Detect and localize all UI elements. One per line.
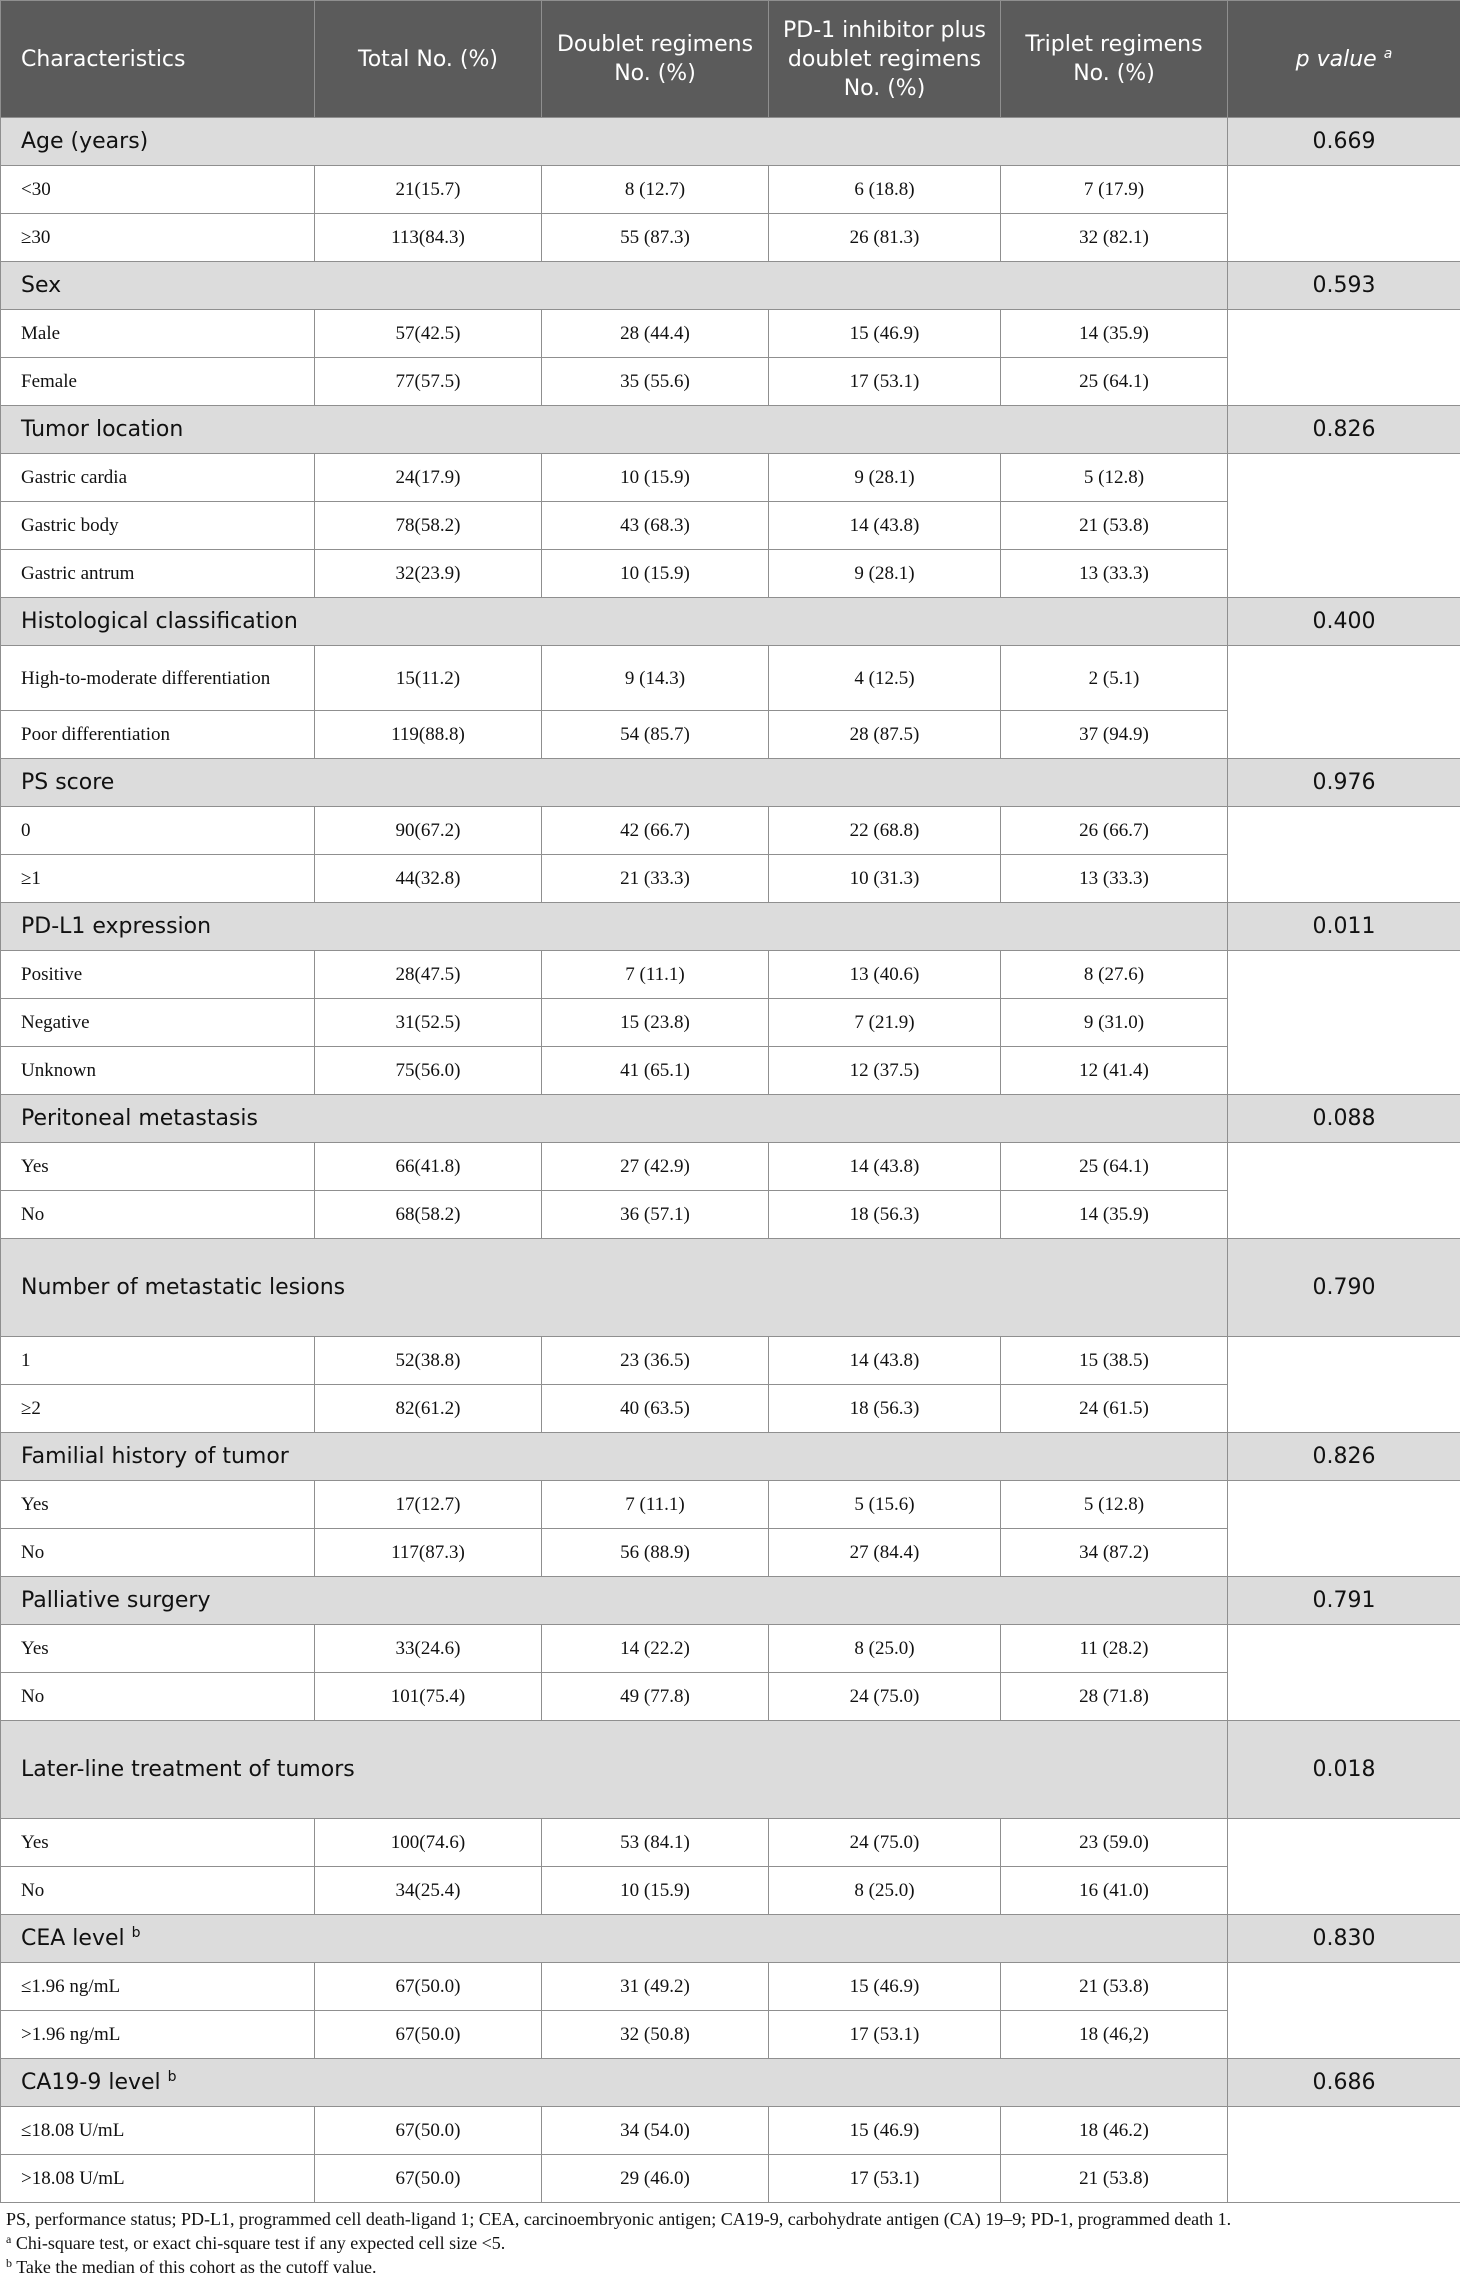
total-cell: 75(56.0) <box>315 1047 542 1095</box>
doublet-cell: 29 (46.0) <box>542 2155 769 2203</box>
pd1-cell: 26 (81.3) <box>769 214 1001 262</box>
pd1-cell: 14 (43.8) <box>769 1143 1001 1191</box>
total-cell: 100(74.6) <box>315 1819 542 1867</box>
p-value-spacer <box>1228 1819 1460 1915</box>
doublet-cell: 10 (15.9) <box>542 550 769 598</box>
row-label: No <box>1 1673 315 1721</box>
row-label: Positive <box>1 951 315 999</box>
doublet-cell: 32 (50.8) <box>542 2011 769 2059</box>
doublet-cell: 10 (15.9) <box>542 1867 769 1915</box>
table-row <box>1 1963 1460 2011</box>
total-cell: 33(24.6) <box>315 1625 542 1673</box>
table-row <box>1 1625 1460 1673</box>
footnote-b-mark: b <box>6 2256 12 2270</box>
row-label: Yes <box>1 1819 315 1867</box>
triplet-cell: 25 (64.1) <box>1001 1143 1228 1191</box>
p-value-spacer <box>1228 166 1460 262</box>
group-label <box>1 1915 1228 1963</box>
row-label: Gastric cardia <box>1 454 315 502</box>
doublet-cell: 35 (55.6) <box>542 358 769 406</box>
footnote-a-text: Chi-square test, or exact chi-square test if any expected cell size <5. <box>15 2233 506 2253</box>
total-cell: 78(58.2) <box>315 502 542 550</box>
table-row <box>1 646 1460 711</box>
total-cell: 67(50.0) <box>315 2011 542 2059</box>
total-cell: 31(52.5) <box>315 999 542 1047</box>
row-label: Gastric body <box>1 502 315 550</box>
row-label: Gastric antrum <box>1 550 315 598</box>
triplet-cell: 5 (12.8) <box>1001 454 1228 502</box>
group-label-text: Palliative surgery <box>21 1587 211 1613</box>
row-label: Unknown <box>1 1047 315 1095</box>
group-label-text: Later-line treatment of tumors <box>21 1756 355 1782</box>
table-row <box>1 1337 1460 1385</box>
triplet-cell: 25 (64.1) <box>1001 358 1228 406</box>
total-cell: 90(67.2) <box>315 807 542 855</box>
header-total: Total No. (%) <box>315 1 542 118</box>
group-label-text: CEA level <box>21 1925 125 1951</box>
table-row <box>1 310 1460 358</box>
row-label: Female <box>1 358 315 406</box>
group-row <box>1 1915 1460 1963</box>
doublet-cell: 55 (87.3) <box>542 214 769 262</box>
group-label-text: Histological classification <box>21 608 298 634</box>
row-label: No <box>1 1867 315 1915</box>
doublet-cell: 28 (44.4) <box>542 310 769 358</box>
pd1-cell: 8 (25.0) <box>769 1625 1001 1673</box>
triplet-cell: 13 (33.3) <box>1001 855 1228 903</box>
pd1-cell: 4 (12.5) <box>769 646 1001 711</box>
triplet-cell: 8 (27.6) <box>1001 951 1228 999</box>
row-label: ≥30 <box>1 214 315 262</box>
group-row <box>1 903 1460 951</box>
row-label: No <box>1 1529 315 1577</box>
row-label: 0 <box>1 807 315 855</box>
pd1-cell: 9 (28.1) <box>769 550 1001 598</box>
group-row <box>1 1721 1460 1819</box>
p-value-spacer <box>1228 646 1460 759</box>
triplet-cell: 9 (31.0) <box>1001 999 1228 1047</box>
total-cell: 113(84.3) <box>315 214 542 262</box>
triplet-cell: 13 (33.3) <box>1001 550 1228 598</box>
footnote-b <box>0 2255 1460 2279</box>
total-cell: 17(12.7) <box>315 1481 542 1529</box>
doublet-cell: 7 (11.1) <box>542 1481 769 1529</box>
p-value-spacer <box>1228 310 1460 406</box>
total-cell: 117(87.3) <box>315 1529 542 1577</box>
p-value-cell: 0.018 <box>1228 1721 1460 1819</box>
row-label: ≤18.08 U/mL <box>1 2107 315 2155</box>
row-label: <30 <box>1 166 315 214</box>
total-cell: 28(47.5) <box>315 951 542 999</box>
table-footnotes <box>0 2207 1460 2279</box>
total-cell: 82(61.2) <box>315 1385 542 1433</box>
row-label: High-to-moderate differentiation <box>1 646 315 711</box>
pd1-cell: 17 (53.1) <box>769 2011 1001 2059</box>
p-value-spacer <box>1228 2107 1460 2203</box>
doublet-cell: 41 (65.1) <box>542 1047 769 1095</box>
doublet-cell: 14 (22.2) <box>542 1625 769 1673</box>
row-label: ≥2 <box>1 1385 315 1433</box>
row-label: 1 <box>1 1337 315 1385</box>
pd1-cell: 7 (21.9) <box>769 999 1001 1047</box>
p-value-cell: 0.976 <box>1228 759 1460 807</box>
p-value-spacer <box>1228 1963 1460 2059</box>
row-label: >18.08 U/mL <box>1 2155 315 2203</box>
row-label: Yes <box>1 1481 315 1529</box>
doublet-cell: 9 (14.3) <box>542 646 769 711</box>
table-row <box>1 951 1460 999</box>
pd1-cell: 14 (43.8) <box>769 502 1001 550</box>
total-cell: 34(25.4) <box>315 1867 542 1915</box>
row-label: Yes <box>1 1143 315 1191</box>
triplet-cell: 7 (17.9) <box>1001 166 1228 214</box>
pd1-cell: 17 (53.1) <box>769 2155 1001 2203</box>
triplet-cell: 16 (41.0) <box>1001 1867 1228 1915</box>
group-row <box>1 1239 1460 1337</box>
group-row <box>1 262 1460 310</box>
total-cell: 77(57.5) <box>315 358 542 406</box>
header-characteristics: Characteristics <box>1 1 315 118</box>
group-label <box>1 1433 1228 1481</box>
group-label-text: Peritoneal metastasis <box>21 1105 259 1131</box>
table-row <box>1 166 1460 214</box>
doublet-cell: 36 (57.1) <box>542 1191 769 1239</box>
p-value-cell: 0.593 <box>1228 262 1460 310</box>
triplet-cell: 23 (59.0) <box>1001 1819 1228 1867</box>
triplet-cell: 24 (61.5) <box>1001 1385 1228 1433</box>
p-value-cell: 0.790 <box>1228 1239 1460 1337</box>
table-row <box>1 454 1460 502</box>
doublet-cell: 7 (11.1) <box>542 951 769 999</box>
triplet-cell: 21 (53.8) <box>1001 1963 1228 2011</box>
triplet-cell: 5 (12.8) <box>1001 1481 1228 1529</box>
group-label-text: Number of metastatic lesions <box>21 1274 346 1300</box>
total-cell: 67(50.0) <box>315 2155 542 2203</box>
p-value-cell: 0.686 <box>1228 2059 1460 2107</box>
group-label-note: b <box>167 2068 177 2085</box>
total-cell: 66(41.8) <box>315 1143 542 1191</box>
header-p-value <box>1228 1 1460 118</box>
triplet-cell: 28 (71.8) <box>1001 1673 1228 1721</box>
total-cell: 21(15.7) <box>315 166 542 214</box>
p-value-cell: 0.830 <box>1228 1915 1460 1963</box>
doublet-cell: 53 (84.1) <box>542 1819 769 1867</box>
p-value-cell: 0.400 <box>1228 598 1460 646</box>
triplet-cell: 32 (82.1) <box>1001 214 1228 262</box>
doublet-cell: 49 (77.8) <box>542 1673 769 1721</box>
footnote-b-text: Take the median of this cohort as the cutoff value. <box>16 2257 377 2277</box>
row-label: ≥1 <box>1 855 315 903</box>
total-cell: 57(42.5) <box>315 310 542 358</box>
group-label <box>1 1577 1228 1625</box>
group-label <box>1 1239 1228 1337</box>
header-p-value-note: a <box>1383 45 1393 62</box>
triplet-cell: 18 (46,2) <box>1001 2011 1228 2059</box>
triplet-cell: 18 (46.2) <box>1001 2107 1228 2155</box>
p-value-spacer <box>1228 807 1460 903</box>
p-value-spacer <box>1228 1337 1460 1433</box>
header-p-value-text: p value <box>1295 46 1377 72</box>
pd1-cell: 15 (46.9) <box>769 310 1001 358</box>
pd1-cell: 6 (18.8) <box>769 166 1001 214</box>
p-value-spacer <box>1228 1481 1460 1577</box>
doublet-cell: 8 (12.7) <box>542 166 769 214</box>
pd1-cell: 9 (28.1) <box>769 454 1001 502</box>
pd1-cell: 24 (75.0) <box>769 1819 1001 1867</box>
pd1-cell: 17 (53.1) <box>769 358 1001 406</box>
footnote-abbreviations: PS, performance status; PD-L1, programmed cell death-ligand 1; CEA, carcinoembryonic antigen; CA19-9, carbohydrate antigen (CA) 19–9; PD-1, programmed death 1. <box>6 2209 1232 2229</box>
group-row <box>1 598 1460 646</box>
doublet-cell: 31 (49.2) <box>542 1963 769 2011</box>
pd1-cell: 22 (68.8) <box>769 807 1001 855</box>
total-cell: 67(50.0) <box>315 2107 542 2155</box>
total-cell: 15(11.2) <box>315 646 542 711</box>
total-cell: 119(88.8) <box>315 711 542 759</box>
triplet-cell: 15 (38.5) <box>1001 1337 1228 1385</box>
doublet-cell: 40 (63.5) <box>542 1385 769 1433</box>
group-row <box>1 1577 1460 1625</box>
triplet-cell: 21 (53.8) <box>1001 2155 1228 2203</box>
group-row <box>1 1095 1460 1143</box>
pd1-cell: 12 (37.5) <box>769 1047 1001 1095</box>
group-label <box>1 262 1228 310</box>
total-cell: 52(38.8) <box>315 1337 542 1385</box>
triplet-cell: 37 (94.9) <box>1001 711 1228 759</box>
row-label: >1.96 ng/mL <box>1 2011 315 2059</box>
header-triplet: Triplet regimens No. (%) <box>1001 1 1228 118</box>
header-doublet: Doublet regimens No. (%) <box>542 1 769 118</box>
p-value-spacer <box>1228 1143 1460 1239</box>
doublet-cell: 42 (66.7) <box>542 807 769 855</box>
footnote-a <box>0 2231 1460 2255</box>
row-label: No <box>1 1191 315 1239</box>
group-row <box>1 118 1460 166</box>
doublet-cell: 34 (54.0) <box>542 2107 769 2155</box>
pd1-cell: 18 (56.3) <box>769 1191 1001 1239</box>
doublet-cell: 23 (36.5) <box>542 1337 769 1385</box>
pd1-cell: 27 (84.4) <box>769 1529 1001 1577</box>
group-label-note: b <box>131 1924 141 1941</box>
group-label <box>1 903 1228 951</box>
p-value-cell: 0.826 <box>1228 406 1460 454</box>
p-value-cell: 0.011 <box>1228 903 1460 951</box>
total-cell: 24(17.9) <box>315 454 542 502</box>
p-value-cell: 0.669 <box>1228 118 1460 166</box>
group-label-text: PS score <box>21 769 115 795</box>
p-value-spacer <box>1228 454 1460 598</box>
triplet-cell: 21 (53.8) <box>1001 502 1228 550</box>
table-row <box>1 1143 1460 1191</box>
group-label-text: Familial history of tumor <box>21 1443 289 1469</box>
p-value-cell: 0.826 <box>1228 1433 1460 1481</box>
triplet-cell: 2 (5.1) <box>1001 646 1228 711</box>
group-label-text: Tumor location <box>21 416 184 442</box>
doublet-cell: 10 (15.9) <box>542 454 769 502</box>
group-row <box>1 2059 1460 2107</box>
total-cell: 101(75.4) <box>315 1673 542 1721</box>
group-row <box>1 759 1460 807</box>
pd1-cell: 15 (46.9) <box>769 1963 1001 2011</box>
pd1-cell: 24 (75.0) <box>769 1673 1001 1721</box>
pd1-cell: 8 (25.0) <box>769 1867 1001 1915</box>
row-label: ≤1.96 ng/mL <box>1 1963 315 2011</box>
group-label <box>1 118 1228 166</box>
doublet-cell: 56 (88.9) <box>542 1529 769 1577</box>
triplet-cell: 26 (66.7) <box>1001 807 1228 855</box>
doublet-cell: 21 (33.3) <box>542 855 769 903</box>
row-label: Negative <box>1 999 315 1047</box>
table-row <box>1 1481 1460 1529</box>
total-cell: 44(32.8) <box>315 855 542 903</box>
doublet-cell: 43 (68.3) <box>542 502 769 550</box>
group-label-text: PD-L1 expression <box>21 913 212 939</box>
header-row <box>1 1 1460 118</box>
pd1-cell: 28 (87.5) <box>769 711 1001 759</box>
table-row <box>1 807 1460 855</box>
p-value-cell: 0.791 <box>1228 1577 1460 1625</box>
footnote-a-mark: a <box>6 2232 12 2246</box>
total-cell: 67(50.0) <box>315 1963 542 2011</box>
group-label <box>1 598 1228 646</box>
group-label <box>1 406 1228 454</box>
doublet-cell: 54 (85.7) <box>542 711 769 759</box>
doublet-cell: 27 (42.9) <box>542 1143 769 1191</box>
group-label-text: CA19-9 level <box>21 2069 161 2095</box>
row-label: Poor differentiation <box>1 711 315 759</box>
pd1-cell: 5 (15.6) <box>769 1481 1001 1529</box>
pd1-cell: 18 (56.3) <box>769 1385 1001 1433</box>
pd1-cell: 15 (46.9) <box>769 2107 1001 2155</box>
triplet-cell: 11 (28.2) <box>1001 1625 1228 1673</box>
group-label <box>1 2059 1228 2107</box>
total-cell: 68(58.2) <box>315 1191 542 1239</box>
group-row <box>1 1433 1460 1481</box>
group-label <box>1 1721 1228 1819</box>
triplet-cell: 34 (87.2) <box>1001 1529 1228 1577</box>
header-pd1: PD-1 inhibitor plus doublet regimens No. (%) <box>769 1 1001 118</box>
pd1-cell: 10 (31.3) <box>769 855 1001 903</box>
pd1-cell: 14 (43.8) <box>769 1337 1001 1385</box>
table-row <box>1 1819 1460 1867</box>
pd1-cell: 13 (40.6) <box>769 951 1001 999</box>
row-label: Male <box>1 310 315 358</box>
row-label: Yes <box>1 1625 315 1673</box>
group-label <box>1 1095 1228 1143</box>
triplet-cell: 14 (35.9) <box>1001 310 1228 358</box>
doublet-cell: 15 (23.8) <box>542 999 769 1047</box>
group-label <box>1 759 1228 807</box>
total-cell: 32(23.9) <box>315 550 542 598</box>
p-value-spacer <box>1228 951 1460 1095</box>
triplet-cell: 12 (41.4) <box>1001 1047 1228 1095</box>
p-value-cell: 0.088 <box>1228 1095 1460 1143</box>
group-label-text: Age (years) <box>21 128 149 154</box>
group-row <box>1 406 1460 454</box>
triplet-cell: 14 (35.9) <box>1001 1191 1228 1239</box>
p-value-spacer <box>1228 1625 1460 1721</box>
group-label-text: Sex <box>21 272 62 298</box>
table-row <box>1 2107 1460 2155</box>
